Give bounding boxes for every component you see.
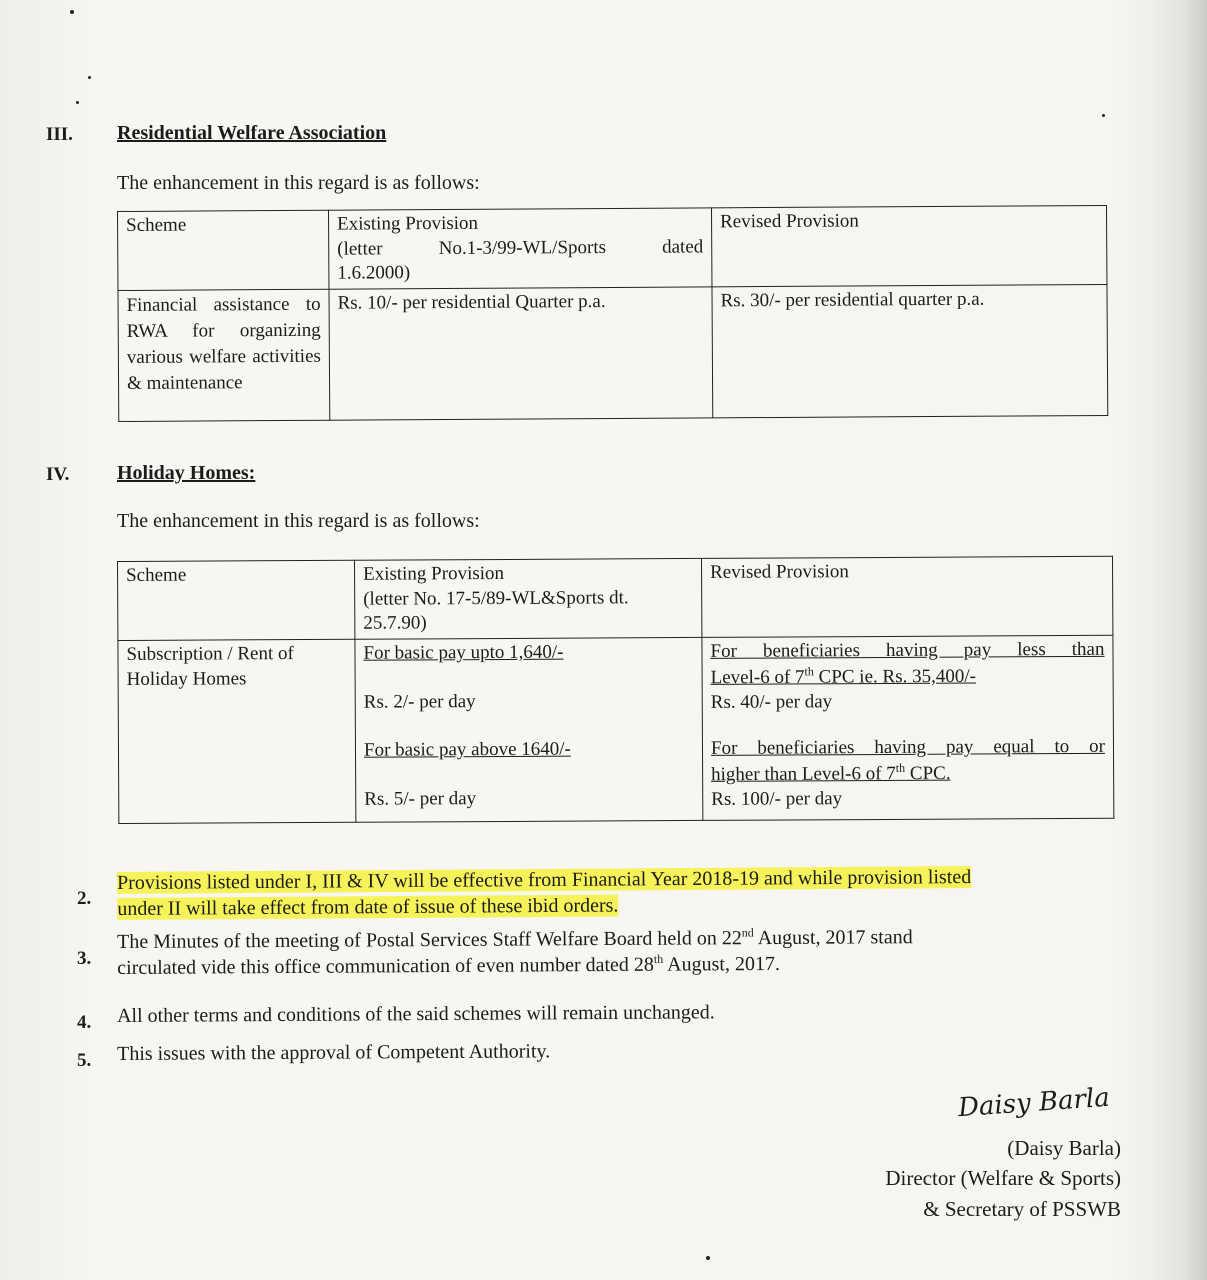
header-existing bbox=[354, 558, 701, 639]
header-existing-line1: Existing Provision bbox=[337, 212, 479, 235]
item-3-line1-pre: The Minutes of the meeting of Postal Services Staff Welfare Board held on 22 bbox=[117, 927, 742, 953]
signatory-role: & Secretary of PSSWB bbox=[923, 1196, 1121, 1221]
table-header-row bbox=[118, 205, 1107, 290]
revised-b-line2-pre: higher than Level-6 of 7 bbox=[711, 763, 896, 786]
item-4-text: All other terms and conditions of the said schemes will remain unchanged. bbox=[117, 1001, 715, 1027]
section-3-intro: The enhancement in this regard is as follows: bbox=[117, 172, 480, 194]
rwa-revised-text: Rs. 30/- per residential quarter p.a. bbox=[720, 288, 985, 312]
item-3-number: 3. bbox=[77, 948, 92, 969]
cell-revised bbox=[712, 285, 1108, 418]
item-3-line2-sup: th bbox=[653, 952, 664, 967]
header-scheme-text: Scheme bbox=[126, 214, 187, 236]
table-row bbox=[118, 285, 1108, 422]
item-3-line2-pre: circulated vide this office communication of even number dated 28 bbox=[117, 953, 654, 979]
header-scheme-text: Scheme bbox=[126, 564, 187, 586]
speck bbox=[88, 76, 91, 79]
header-existing-line2: (letter No. 17-5/89-WL&Sports dt. bbox=[363, 587, 629, 610]
cell-existing bbox=[355, 638, 703, 823]
revised-a-line2-sup: th bbox=[804, 664, 814, 679]
header-existing-line1: Existing Provision bbox=[363, 562, 505, 585]
revised-b-line2-post: CPC. bbox=[905, 763, 951, 785]
revised-a-line2-pre: Level-6 of 7 bbox=[710, 666, 805, 688]
header-existing-line3: 1.6.2000) bbox=[337, 262, 411, 285]
revised-b-line1: For beneficiaries having pay equal to or bbox=[710, 736, 1106, 760]
existing-b-value: Rs. 5/- per day bbox=[364, 788, 477, 810]
item-2-line2-wrap bbox=[117, 889, 1117, 922]
header-revised bbox=[711, 205, 1106, 286]
item-4-number: 4. bbox=[77, 1012, 92, 1033]
handwritten-signature: Daisy Barla bbox=[957, 1082, 1111, 1124]
header-existing bbox=[328, 208, 711, 289]
section-4-title: Holiday Homes: bbox=[117, 462, 256, 484]
item-2-text bbox=[117, 863, 1117, 922]
header-revised-text: Revised Provision bbox=[720, 210, 859, 233]
item-3-line2 bbox=[117, 949, 1117, 981]
speck bbox=[76, 101, 79, 104]
speck bbox=[70, 10, 74, 14]
speck bbox=[1102, 114, 1105, 117]
cell-scheme bbox=[118, 289, 330, 421]
cell-scheme bbox=[118, 639, 356, 823]
revised-b-line2-sup: th bbox=[895, 761, 906, 776]
item-5-number: 5. bbox=[77, 1050, 92, 1071]
item-5-text: This issues with the approval of Competent Authority. bbox=[117, 1040, 551, 1065]
signatory-name: (Daisy Barla) bbox=[1007, 1136, 1121, 1160]
item-2-line2: under II will take effect from date of issue of these ibid orders. bbox=[117, 894, 619, 920]
revised-a-line2-post: CPC ie. Rs. 35,400/- bbox=[813, 665, 976, 688]
existing-b-label: For basic pay above 1640/- bbox=[363, 739, 571, 762]
holiday-scheme-text: Subscription / Rent of Holiday Homes bbox=[126, 643, 294, 690]
revised-b-line2 bbox=[711, 760, 1105, 788]
speck bbox=[706, 1256, 710, 1260]
section-3-number: III. bbox=[46, 124, 73, 145]
section-4-number: IV. bbox=[46, 464, 70, 485]
item-2-line1: Provisions listed under I, III & IV will be effective from Financial Year 2018-19 and while provision listed bbox=[117, 866, 972, 894]
existing-a-value: Rs. 2/- per day bbox=[363, 690, 476, 713]
signature-block bbox=[885, 1133, 1121, 1224]
revised-a-line1: For beneficiaries having pay less than bbox=[710, 638, 1105, 662]
holiday-homes-table bbox=[117, 556, 1114, 824]
section-4-intro: The enhancement in this regard is as follows: bbox=[117, 510, 480, 532]
table-header-row bbox=[118, 556, 1113, 640]
table-row bbox=[118, 635, 1114, 823]
rwa-existing-text: Rs. 10/- per residential Quarter p.a. bbox=[337, 291, 606, 314]
revised-a-value: Rs. 40/- per day bbox=[710, 691, 833, 713]
rwa-table bbox=[117, 205, 1108, 422]
header-revised bbox=[701, 556, 1112, 637]
cell-existing bbox=[329, 287, 713, 420]
section-3-title: Residential Welfare Association bbox=[117, 122, 387, 144]
header-existing-line2: (letter No.1-3/99-WL/Sports dated bbox=[337, 236, 704, 260]
item-3-line1-post: August, 2017 stand bbox=[753, 926, 913, 950]
rwa-scheme-text: Financial assistance to RWA for organizing various welfare activities & maintenance bbox=[126, 293, 321, 394]
signatory-designation: Director (Welfare & Sports) bbox=[885, 1166, 1121, 1191]
item-2-number: 2. bbox=[77, 888, 92, 909]
existing-a-label: For basic pay upto 1,640/- bbox=[363, 641, 564, 664]
item-3-line1-sup: nd bbox=[741, 925, 754, 940]
header-scheme bbox=[118, 560, 355, 640]
header-revised-text: Revised Provision bbox=[710, 561, 849, 583]
header-existing-line3: 25.7.90) bbox=[363, 612, 427, 635]
revised-a-line2 bbox=[711, 663, 1105, 691]
cell-revised bbox=[702, 635, 1114, 820]
revised-b-value: Rs. 100/- per day bbox=[711, 788, 843, 811]
page-edge-shadow bbox=[1147, 0, 1207, 1280]
header-scheme bbox=[118, 210, 329, 290]
item-3-text bbox=[117, 923, 1117, 981]
item-3-line2-post: August, 2017. bbox=[663, 952, 780, 976]
